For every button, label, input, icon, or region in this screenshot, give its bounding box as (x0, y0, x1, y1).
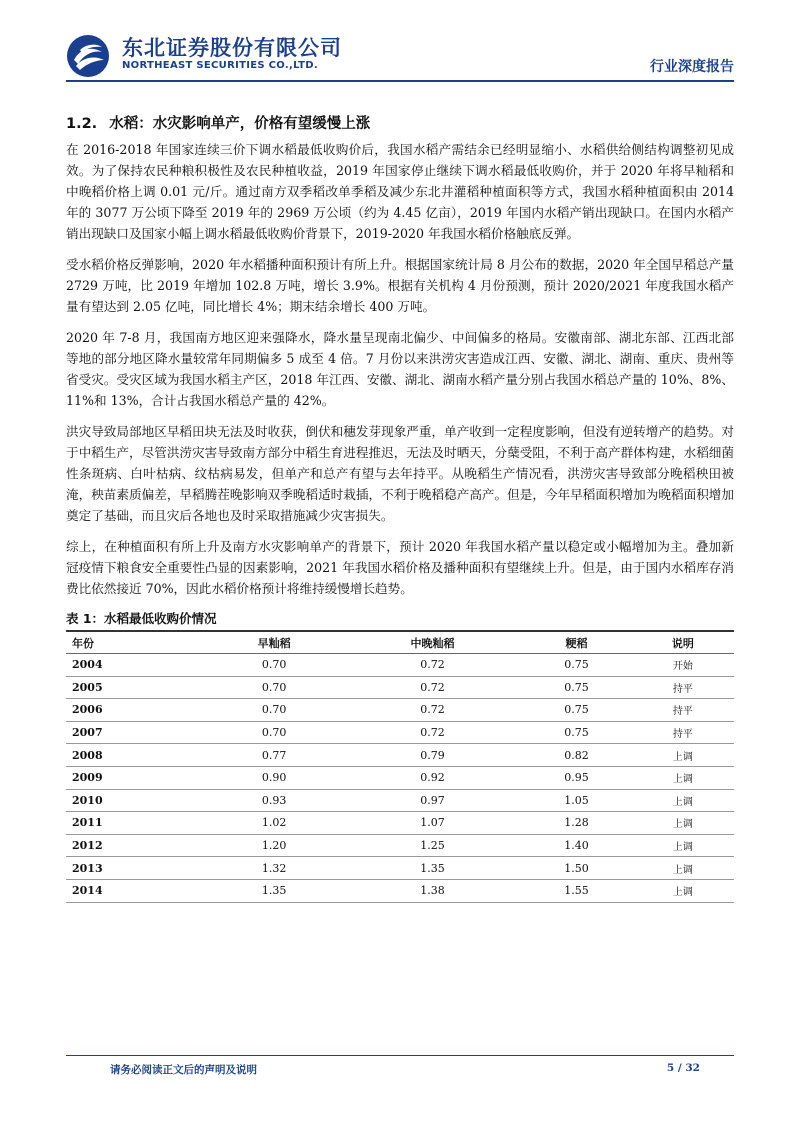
col-header-note: 说明 (632, 631, 734, 654)
cell-japonica: 0.82 (521, 744, 632, 767)
cell-japonica: 1.55 (521, 879, 632, 902)
footer-disclaimer: 请务必阅读正文后的声明及说明 (110, 1064, 257, 1076)
cell-mid-late-indica: 0.72 (344, 676, 521, 699)
table-row (66, 699, 734, 722)
cell-year: 2009 (66, 766, 204, 789)
cell-note: 上调 (632, 879, 734, 902)
cell-japonica: 0.75 (521, 699, 632, 722)
cell-mid-late-indica: 0.97 (344, 789, 521, 812)
cell-early-indica: 1.32 (204, 857, 344, 880)
company-name-cn: 东北证券股份有限公司 (122, 36, 342, 60)
table-row (66, 789, 734, 812)
cell-japonica: 1.28 (521, 812, 632, 835)
section-title (66, 112, 734, 133)
cell-mid-late-indica: 1.07 (344, 812, 521, 835)
cell-year: 2010 (66, 789, 204, 812)
cell-early-indica: 0.90 (204, 766, 344, 789)
cell-japonica: 1.05 (521, 789, 632, 812)
section-title-text: 水稻：水灾影响单产，价格有望缓慢上涨 (109, 116, 371, 132)
cell-mid-late-indica: 1.25 (344, 834, 521, 857)
page-number: 5 / 32 (666, 1062, 700, 1074)
cell-note: 持平 (632, 721, 734, 744)
cell-japonica: 1.50 (521, 857, 632, 880)
cell-japonica: 1.40 (521, 834, 632, 857)
cell-note: 上调 (632, 766, 734, 789)
company-logo-icon (66, 34, 110, 78)
cell-year: 2013 (66, 857, 204, 880)
cell-early-indica: 0.77 (204, 744, 344, 767)
cell-mid-late-indica: 0.72 (344, 699, 521, 722)
paragraph-3: 2020 年 7-8 月，我国南方地区迎来强降水，降水量呈现南北偏少、中间偏多的格局。安徽南部、湖北东部、江西北部等地的部分地区降水量较常年同期偏多 5 成至 4 倍。7 月份以来洪涝灾害造成江西、安徽、湖北、湖南、重庆、贵州等省受灾。受灾区域为我国水稻主产区，2018 年江西、安徽、湖北、湖南水稻产量分别占我国水稻总产量的 10%、8%、11%和 13%，合计占我国水稻总产量的 42%。 (66, 330, 734, 408)
paragraph-5: 综上，在种植面积有所上升及南方水灾影响单产的背景下，预计 2020 年我国水稻产量以稳定或小幅增加为主。叠加新冠疫情下粮食安全重要性凸显的因素影响，2021 年我国水稻价格及播种面积有望继续上升。但是，由于国内水稻库存消费比依然接近 70%，因此水稻价格预计将维持缓慢增长趋势。 (66, 539, 734, 596)
table-row (66, 676, 734, 699)
cell-early-indica: 1.02 (204, 812, 344, 835)
cell-early-indica: 1.35 (204, 879, 344, 902)
cell-note: 持平 (632, 676, 734, 699)
cell-year: 2014 (66, 879, 204, 902)
cell-mid-late-indica: 0.79 (344, 744, 521, 767)
table-row (66, 857, 734, 880)
col-header-japonica: 粳稻 (521, 631, 632, 654)
col-header-early-indica: 早籼稻 (204, 631, 344, 654)
paragraph-1: 在 2016-2018 年国家连续三价下调水稻最低收购价后，我国水稻产需结余已经明显缩小、水稻供给侧结构调整初见成效。为了保持农民种粮积极性及农民种植收益，2019 年国家停止继续下调水稻最低收购价，并于 2020 年将早籼稻和中晚稻价格上调 0.01 元/斤。通过南方双季稻改单季稻及减少东北井灌稻种植面积等方式，我国水稻种植面积由 2014 年的 3077 万公顷下降至 2019 年的 2969 万公顷（约为 4.45 亿亩），2019 年国内水稻产销出现缺口。在国内水稻产销出现缺口及国家小幅上调水稻最低收购价背景下，2019-2020 年我国水稻价格触底反弹。 (66, 142, 734, 241)
cell-year: 2011 (66, 812, 204, 835)
table-row (66, 744, 734, 767)
header-divider (66, 80, 734, 82)
rice-price-table (66, 630, 734, 903)
table-row (66, 834, 734, 857)
cell-early-indica: 0.93 (204, 789, 344, 812)
cell-year: 2008 (66, 744, 204, 767)
cell-note: 上调 (632, 744, 734, 767)
table-title: 表 1：水稻最低收购价情况 (66, 611, 217, 626)
section-number: 1.2. (66, 116, 98, 132)
cell-japonica: 0.75 (521, 654, 632, 677)
cell-japonica: 0.95 (521, 766, 632, 789)
table-row (66, 721, 734, 744)
cell-early-indica: 0.70 (204, 654, 344, 677)
col-header-mid-late-indica: 中晚籼稻 (344, 631, 521, 654)
cell-year: 2004 (66, 654, 204, 677)
cell-note: 持平 (632, 699, 734, 722)
company-name-en: NORTHEAST SECURITIES CO.,LTD. (122, 60, 318, 71)
cell-year: 2006 (66, 699, 204, 722)
table-header-row (66, 631, 734, 654)
cell-note: 上调 (632, 834, 734, 857)
table-row (66, 654, 734, 677)
cell-early-indica: 0.70 (204, 676, 344, 699)
table-row (66, 766, 734, 789)
cell-note: 开始 (632, 654, 734, 677)
table-row (66, 879, 734, 902)
cell-mid-late-indica: 0.72 (344, 654, 521, 677)
main-content (66, 112, 734, 903)
cell-japonica: 0.75 (521, 676, 632, 699)
cell-note: 上调 (632, 857, 734, 880)
footer-divider (66, 1055, 734, 1056)
col-header-year: 年份 (66, 631, 204, 654)
paragraph-4: 洪灾导致局部地区早稻田块无法及时收获，倒伏和穗发芽现象严重，单产收到一定程度影响，但没有逆转增产的趋势。对于中稻生产，尽管洪涝灾害导致南方部分中稻生育进程推迟，无法及时晒天，分蘖受阻，不利于高产群体构建，水稻细菌性条斑病、白叶枯病、纹枯病易发，但单产和总产有望与去年持平。从晚稻生产情况看，洪涝灾害导致部分晚稻秧田被淹，秧苗素质偏差，早稻腾茬晚影响双季晚稻适时栽插，不利于晚稻稳产高产。但是，今年早稻面积增加为晚稻面积增加奠定了基础，而且灾后各地也及时采取措施减少灾害损失。 (66, 424, 734, 523)
cell-japonica: 0.75 (521, 721, 632, 744)
cell-note: 上调 (632, 789, 734, 812)
report-type-label: 行业深度报告 (650, 59, 734, 75)
cell-early-indica: 0.70 (204, 721, 344, 744)
cell-mid-late-indica: 0.92 (344, 766, 521, 789)
cell-year: 2007 (66, 721, 204, 744)
cell-early-indica: 1.20 (204, 834, 344, 857)
cell-note: 上调 (632, 812, 734, 835)
page-header (66, 26, 734, 82)
table-row (66, 812, 734, 835)
cell-mid-late-indica: 1.38 (344, 879, 521, 902)
cell-mid-late-indica: 1.35 (344, 857, 521, 880)
cell-early-indica: 0.70 (204, 699, 344, 722)
cell-mid-late-indica: 0.72 (344, 721, 521, 744)
cell-year: 2005 (66, 676, 204, 699)
paragraph-2: 受水稻价格反弹影响，2020 年水稻播种面积预计有所上升。根据国家统计局 8 月公布的数据，2020 年全国早稻总产量 2729 万吨，比 2019 年增加 102.8 万吨，增长 3.9%。根据有关机构 4 月份预测，预计 2020/2021 年度我国水稻产量有望达到 2.05 亿吨，同比增长 4%；期末结余增长 400 万吨。 (66, 257, 734, 314)
cell-year: 2012 (66, 834, 204, 857)
